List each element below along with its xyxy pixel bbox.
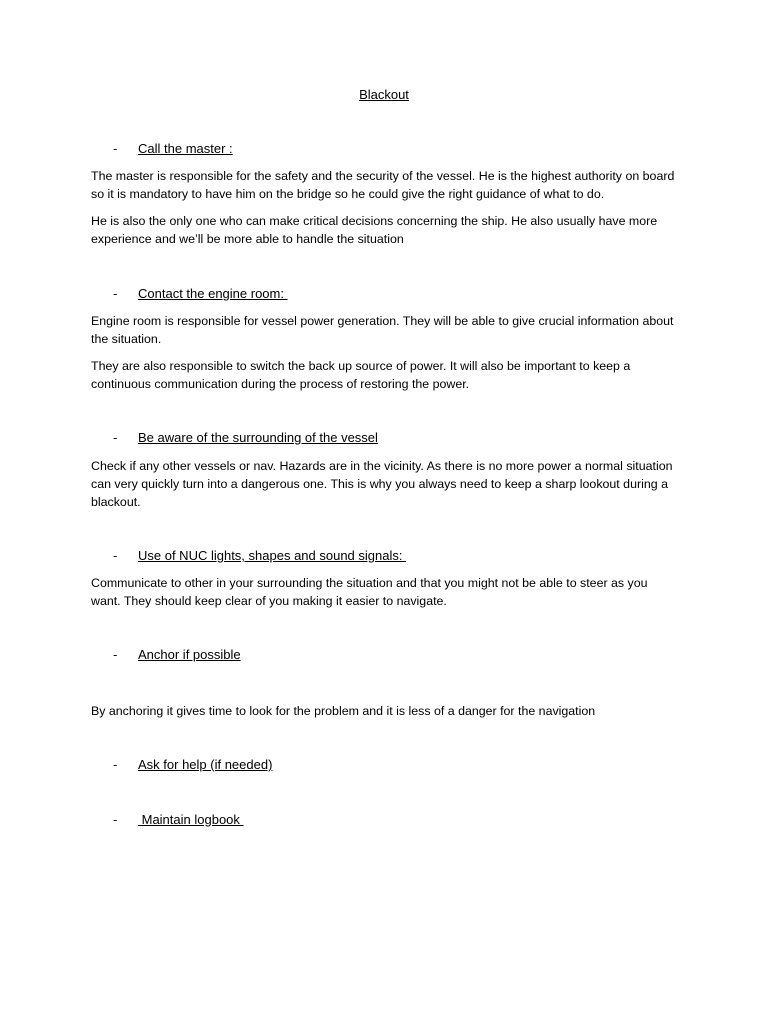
bullet-dash: - [113,757,118,772]
paragraph: Engine room is responsible for vessel power generation. They will be able to give crucial information about the situation. [91,314,674,346]
bullet-dash: - [113,286,118,301]
paragraph: The master is responsible for the safety and the security of the vessel. He is the highest authority on board so it is mandatory to have him on the bridge so he could give the right guidance of what to do. [91,169,675,201]
section-heading: Ask for help (if needed) [138,757,273,772]
bullet-dash: - [113,430,118,445]
section-heading: Maintain logbook [138,812,244,827]
bullet-dash: - [113,548,118,563]
paragraph: He is also the only one who can make critical decisions concerning the ship. He also usually have more experience and we’ll be more able to handle the situation [91,214,658,246]
section-heading: Contact the engine room: [138,286,288,301]
bullet-dash: - [113,141,118,156]
paragraph: They are also responsible to switch the back up source of power. It will also be important to keep a continuous communication during the process of restoring the power. [91,359,631,391]
section-heading: Anchor if possible [138,647,241,662]
paragraph: Check if any other vessels or nav. Hazards are in the vicinity. As there is no more power a normal situation can very quickly turn into a dangerous one. This is why you always need to keep a sharp lookout during a blackout. [91,459,673,509]
paragraph: By anchoring it gives time to look for the problem and it is less of a danger for the navigation [91,704,596,718]
paragraph: Communicate to other in your surrounding the situation and that you might not be able to steer as you want. They should keep clear of you making it easier to navigate. [91,576,648,608]
bullet-dash: - [113,647,118,662]
document-title: Blackout [359,87,409,102]
section-heading: Be aware of the surrounding of the vessel [138,430,378,445]
section-heading: Use of NUC lights, shapes and sound signals: [138,548,407,563]
bullet-dash: - [113,812,118,827]
section-heading: Call the master : [138,141,233,156]
